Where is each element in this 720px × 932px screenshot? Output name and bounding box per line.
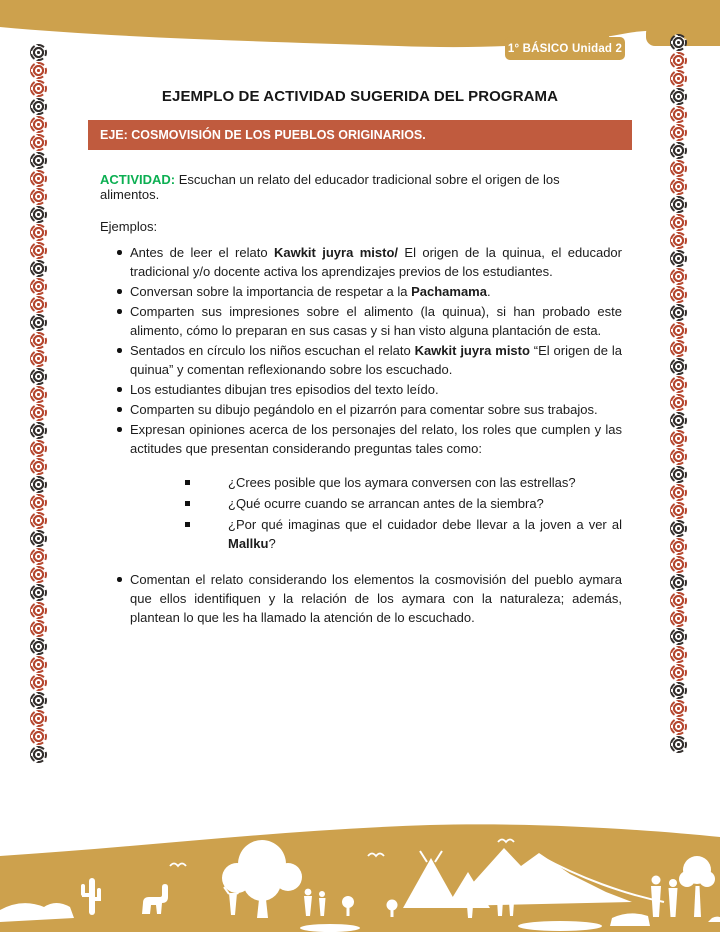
list-item [88,400,632,419]
text-segment: “El origen de la quinua” y comentan reflexionando sobre los escuchado. [130,343,622,377]
text-segment: Kawkit juyra misto/ [273,245,399,260]
bullet-icon [117,387,122,392]
rosette-icon [30,512,47,529]
rosette-icon [30,638,47,655]
text-segment: Mallku [228,536,269,551]
bottom-landscape-illustration [0,822,720,932]
bullet-icon [117,427,122,432]
rosette-icon [30,332,47,349]
rosette-icon [670,592,687,609]
rosette-icon [670,358,687,375]
rosette-icon [670,556,687,573]
text-segment: Los estudiantes dibujan tres episodios del texto leído. [130,382,439,397]
text-segment: El origen de la quinua, el educador tradicional y/o docente activa los aprendizajes previos de los estudiantes. [130,245,622,279]
bullet-icon [117,289,122,294]
rosette-icon [30,458,47,475]
bullet-icon [117,348,122,353]
rosette-icon [670,628,687,645]
rosette-icon [30,278,47,295]
rosette-icon [670,196,687,213]
rosette-icon [30,98,47,115]
list-item [88,515,632,553]
rosette-icon [30,368,47,385]
bullet-icon [117,577,122,582]
list-item [88,420,632,458]
examples-label: Ejemplos: [100,219,158,234]
rosette-icon [670,88,687,105]
rosette-icon [670,466,687,483]
rosette-icon [670,304,687,321]
activity-line [88,172,632,202]
list-item [88,473,632,492]
rosette-icon [30,170,47,187]
rosette-icon [30,422,47,439]
list-item [88,282,632,301]
rosette-icon [30,566,47,583]
rosette-icon [670,70,687,87]
rosette-icon [670,106,687,123]
list-item [88,570,632,627]
text-segment: Comparten sus impresiones sobre el alimento (la quinua), si han probado este alimento, cómo lo preparan en sus casas y si han visto alguna plantación de esta. [130,304,622,338]
rosette-icon [30,134,47,151]
activity-label: ACTIVIDAD: [100,172,176,187]
rosette-icon [30,296,47,313]
rosette-icon [670,664,687,681]
list-item [88,341,632,379]
square-bullet-icon [185,480,190,485]
rosette-icon [670,412,687,429]
examples-list [88,243,632,458]
rosette-icon [30,242,47,259]
eje-banner: EJE: COSMOVISIÓN DE LOS PUEBLOS ORIGINARIOS. [88,120,632,150]
rosette-icon [30,530,47,547]
rosette-icon [30,224,47,241]
rosette-icon [30,80,47,97]
rosette-icon [30,62,47,79]
bullet-icon [117,250,122,255]
rosette-icon [670,682,687,699]
rosette-icon [30,494,47,511]
bullet-icon [117,309,122,314]
rosette-icon [670,142,687,159]
rosette-icon [30,656,47,673]
text-segment: Conversan sobre la importancia de respetar a la [130,284,412,299]
left-border-pattern [27,44,49,764]
rosette-icon [30,440,47,457]
rosette-icon [670,376,687,393]
text-segment: ¿Crees posible que los aymara conversen con las estrellas? [228,475,576,490]
text-segment: Expresan opiniones acerca de los personajes del relato, los roles que cumplen y las actitudes que presentan considerando preguntas tales como: [130,422,622,456]
rosette-icon [30,692,47,709]
list-item [88,243,632,281]
rosette-icon [670,286,687,303]
page-title: EJEMPLO DE ACTIVIDAD SUGERIDA DEL PROGRAMA [161,88,559,105]
rosette-icon [30,116,47,133]
questions-list [88,473,632,553]
rosette-icon [30,548,47,565]
rosette-icon [30,350,47,367]
bullet-icon [117,407,122,412]
text-segment: ? [268,536,276,551]
rosette-icon [670,394,687,411]
rosette-icon [670,448,687,465]
rosette-icon [670,340,687,357]
text-segment: ¿Qué ocurre cuando se arrancan antes de la siembra? [228,496,544,511]
text-segment: Pachamama [411,284,487,299]
rosette-icon [670,430,687,447]
square-bullet-icon [185,501,190,506]
rosette-icon [670,250,687,267]
rosette-icon [30,728,47,745]
rosette-icon [670,700,687,717]
rosette-icon [30,476,47,493]
closing-list [88,570,632,627]
rosette-icon [30,602,47,619]
rosette-icon [30,710,47,727]
text-segment: Comentan el relato considerando los elementos la cosmovisión del pueblo aymara que ellos identifiquen y la relación de los aymara con la naturaleza; además, plantean lo que les ha llamado la atención de lo escuchado. [130,572,622,625]
rosette-icon [670,610,687,627]
list-item [88,494,632,513]
rosette-icon [670,322,687,339]
rosette-icon [670,160,687,177]
rosette-icon [30,584,47,601]
text-segment: ¿Por qué imaginas que el cuidador debe llevar a la joven a ver al [228,517,622,532]
text-segment: . [486,284,491,299]
rosette-icon [30,620,47,637]
rosette-icon [670,484,687,501]
rosette-icon [670,214,687,231]
text-segment: Sentados en círculo los niños escuchan el relato [130,343,415,358]
rosette-icon [670,520,687,537]
rosette-icon [670,538,687,555]
list-item [88,302,632,340]
unit-badge: 1° BÁSICO Unidad 2 [505,37,625,60]
rosette-icon [670,178,687,195]
rosette-icon [670,232,687,249]
rosette-icon [670,574,687,591]
text-segment: Kawkit juyra misto [414,343,530,358]
text-segment: Antes de leer el relato [130,245,274,260]
list-item [88,380,632,399]
right-border-pattern [667,34,689,754]
rosette-icon [30,188,47,205]
rosette-icon [670,34,687,51]
rosette-icon [30,314,47,331]
rosette-icon [30,206,47,223]
text-segment: Comparten su dibujo pegándolo en el pizarrón para comentar sobre sus trabajos. [130,402,598,417]
rosette-icon [30,674,47,691]
rosette-icon [30,386,47,403]
activity-text: Escuchan un relato del educador tradicional sobre el origen de los alimentos. [100,172,560,202]
rosette-icon [670,124,687,141]
rosette-icon [670,268,687,285]
rosette-icon [30,404,47,421]
rosette-icon [670,502,687,519]
rosette-icon [670,718,687,735]
rosette-icon [30,746,47,763]
rosette-icon [30,152,47,169]
rosette-icon [30,260,47,277]
rosette-icon [670,52,687,69]
rosette-icon [670,646,687,663]
rosette-icon [30,44,47,61]
document-content [88,0,632,628]
rosette-icon [670,736,687,753]
square-bullet-icon [185,522,190,527]
